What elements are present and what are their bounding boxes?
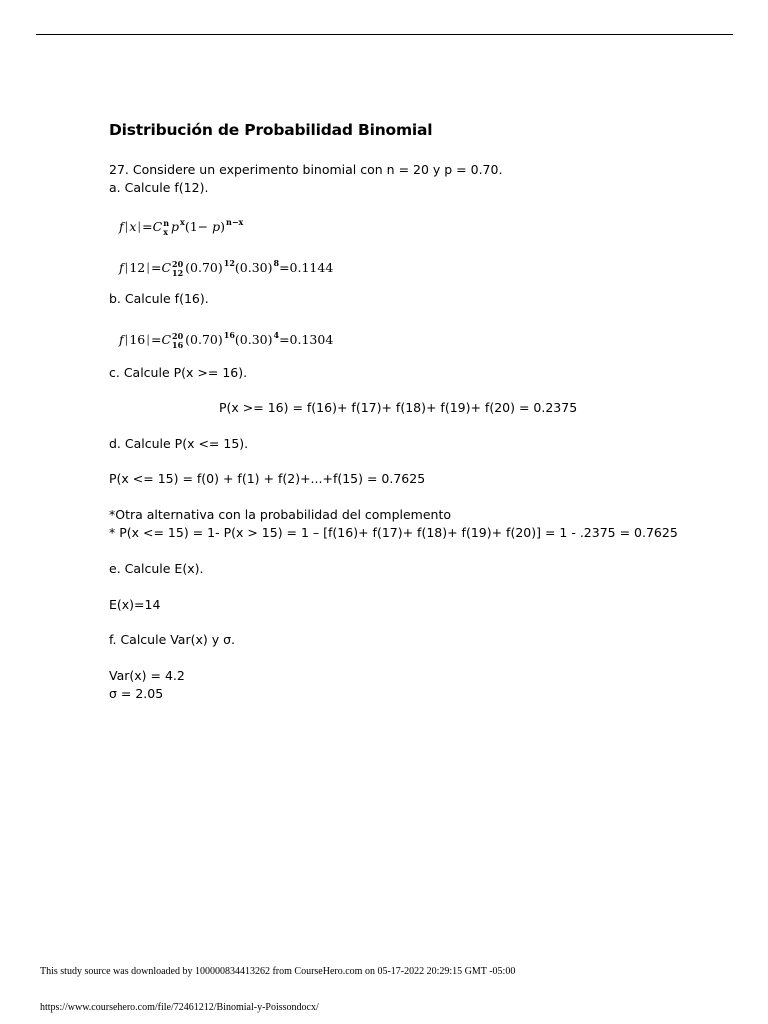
formula-symbol: f — [119, 260, 124, 275]
formula-symbol: x — [129, 219, 137, 234]
combination-indices: 20 12 — [172, 258, 184, 278]
part-a-label: a. Calcule f(12). — [109, 180, 209, 195]
combination-indices: 20 16 — [172, 330, 184, 350]
exponent: 4 — [273, 330, 280, 340]
top-divider — [36, 34, 733, 35]
formula-symbol: (1− — [184, 219, 213, 234]
part-e-result: E(x)=14 — [109, 597, 161, 612]
part-e-label: e. Calcule E(x). — [109, 561, 204, 576]
formula-part-b: f|16|=C 20 16 $(0.70)^{16}(0.30)^4=0.1304$ — [119, 330, 334, 350]
formula-symbol: 16 — [129, 332, 146, 347]
alternative-result: * P(x <= 15) = 1- P(x > 15) = 1 – [f(16)+ f(17)+ f(18)+ f(19)+ f(20)] = 1 - .2375 = 0.7625 — [109, 525, 678, 540]
source-url[interactable]: https://www.coursehero.com/file/72461212/Binomial-y-Poissondocx/ — [40, 1002, 319, 1013]
formula-symbol: =C — [150, 332, 172, 347]
formula-symbol: 12 — [129, 260, 146, 275]
part-b-label: b. Calcule f(16). — [109, 291, 209, 306]
variance-result: Var(x) = 4.2 — [109, 668, 185, 683]
formula-symbol: ) — [220, 219, 225, 234]
part-f-label: f. Calcule Var(x) y σ. — [109, 632, 236, 647]
part-d-result: P(x <= 15) = f(0) + f(1) + f(2)+...+f(15) = 0.7625 — [109, 471, 426, 486]
formula-symbol: f — [119, 332, 124, 347]
download-note: This study source was downloaded by 100000834413262 from CourseHero.com on 05-17-2022 20:29:15 GMT -05:00 — [40, 966, 516, 977]
document-title: Distribución de Probabilidad Binomial — [109, 121, 433, 139]
formula-symbol: f — [119, 219, 124, 234]
exponent: x — [180, 217, 185, 227]
formula-general: f|x|=C n x $p^x(1- p)^{n-x}$ — [119, 217, 244, 237]
formula-symbol: (0.30) — [234, 332, 273, 347]
exponent: 16 — [223, 330, 235, 340]
sigma-result: σ = 2.05 — [109, 686, 164, 701]
formula-symbol: p — [171, 219, 180, 234]
combination-indices: n x — [163, 217, 170, 237]
exponent: n−x — [226, 217, 244, 227]
part-c-label: c. Calcule P(x >= 16). — [109, 365, 248, 380]
formula-symbol: (0.70) — [185, 332, 223, 347]
part-d-label: d. Calcule P(x <= 15). — [109, 436, 249, 451]
exponent: 8 — [273, 258, 280, 268]
formula-result: =0.1304 — [279, 332, 334, 347]
part-c-result: P(x >= 16) = f(16)+ f(17)+ f(18)+ f(19)+ f(20) = 0.2375 — [219, 400, 578, 415]
formula-symbol: p — [212, 219, 221, 234]
problem-statement: 27. Considere un experimento binomial con n = 20 y p = 0.70. — [109, 162, 503, 177]
alternative-note: *Otra alternativa con la probabilidad del complemento — [109, 507, 452, 522]
exponent: 12 — [223, 258, 235, 268]
formula-symbol: =C — [142, 219, 163, 234]
formula-symbol: (0.30) — [234, 260, 273, 275]
formula-part-a: f|12|=C 20 12 $(0.70)^{12}(0.30)^8=0.1144$ — [119, 258, 334, 278]
formula-result: =0.1144 — [279, 260, 334, 275]
formula-symbol: (0.70) — [185, 260, 223, 275]
formula-symbol: =C — [150, 260, 172, 275]
